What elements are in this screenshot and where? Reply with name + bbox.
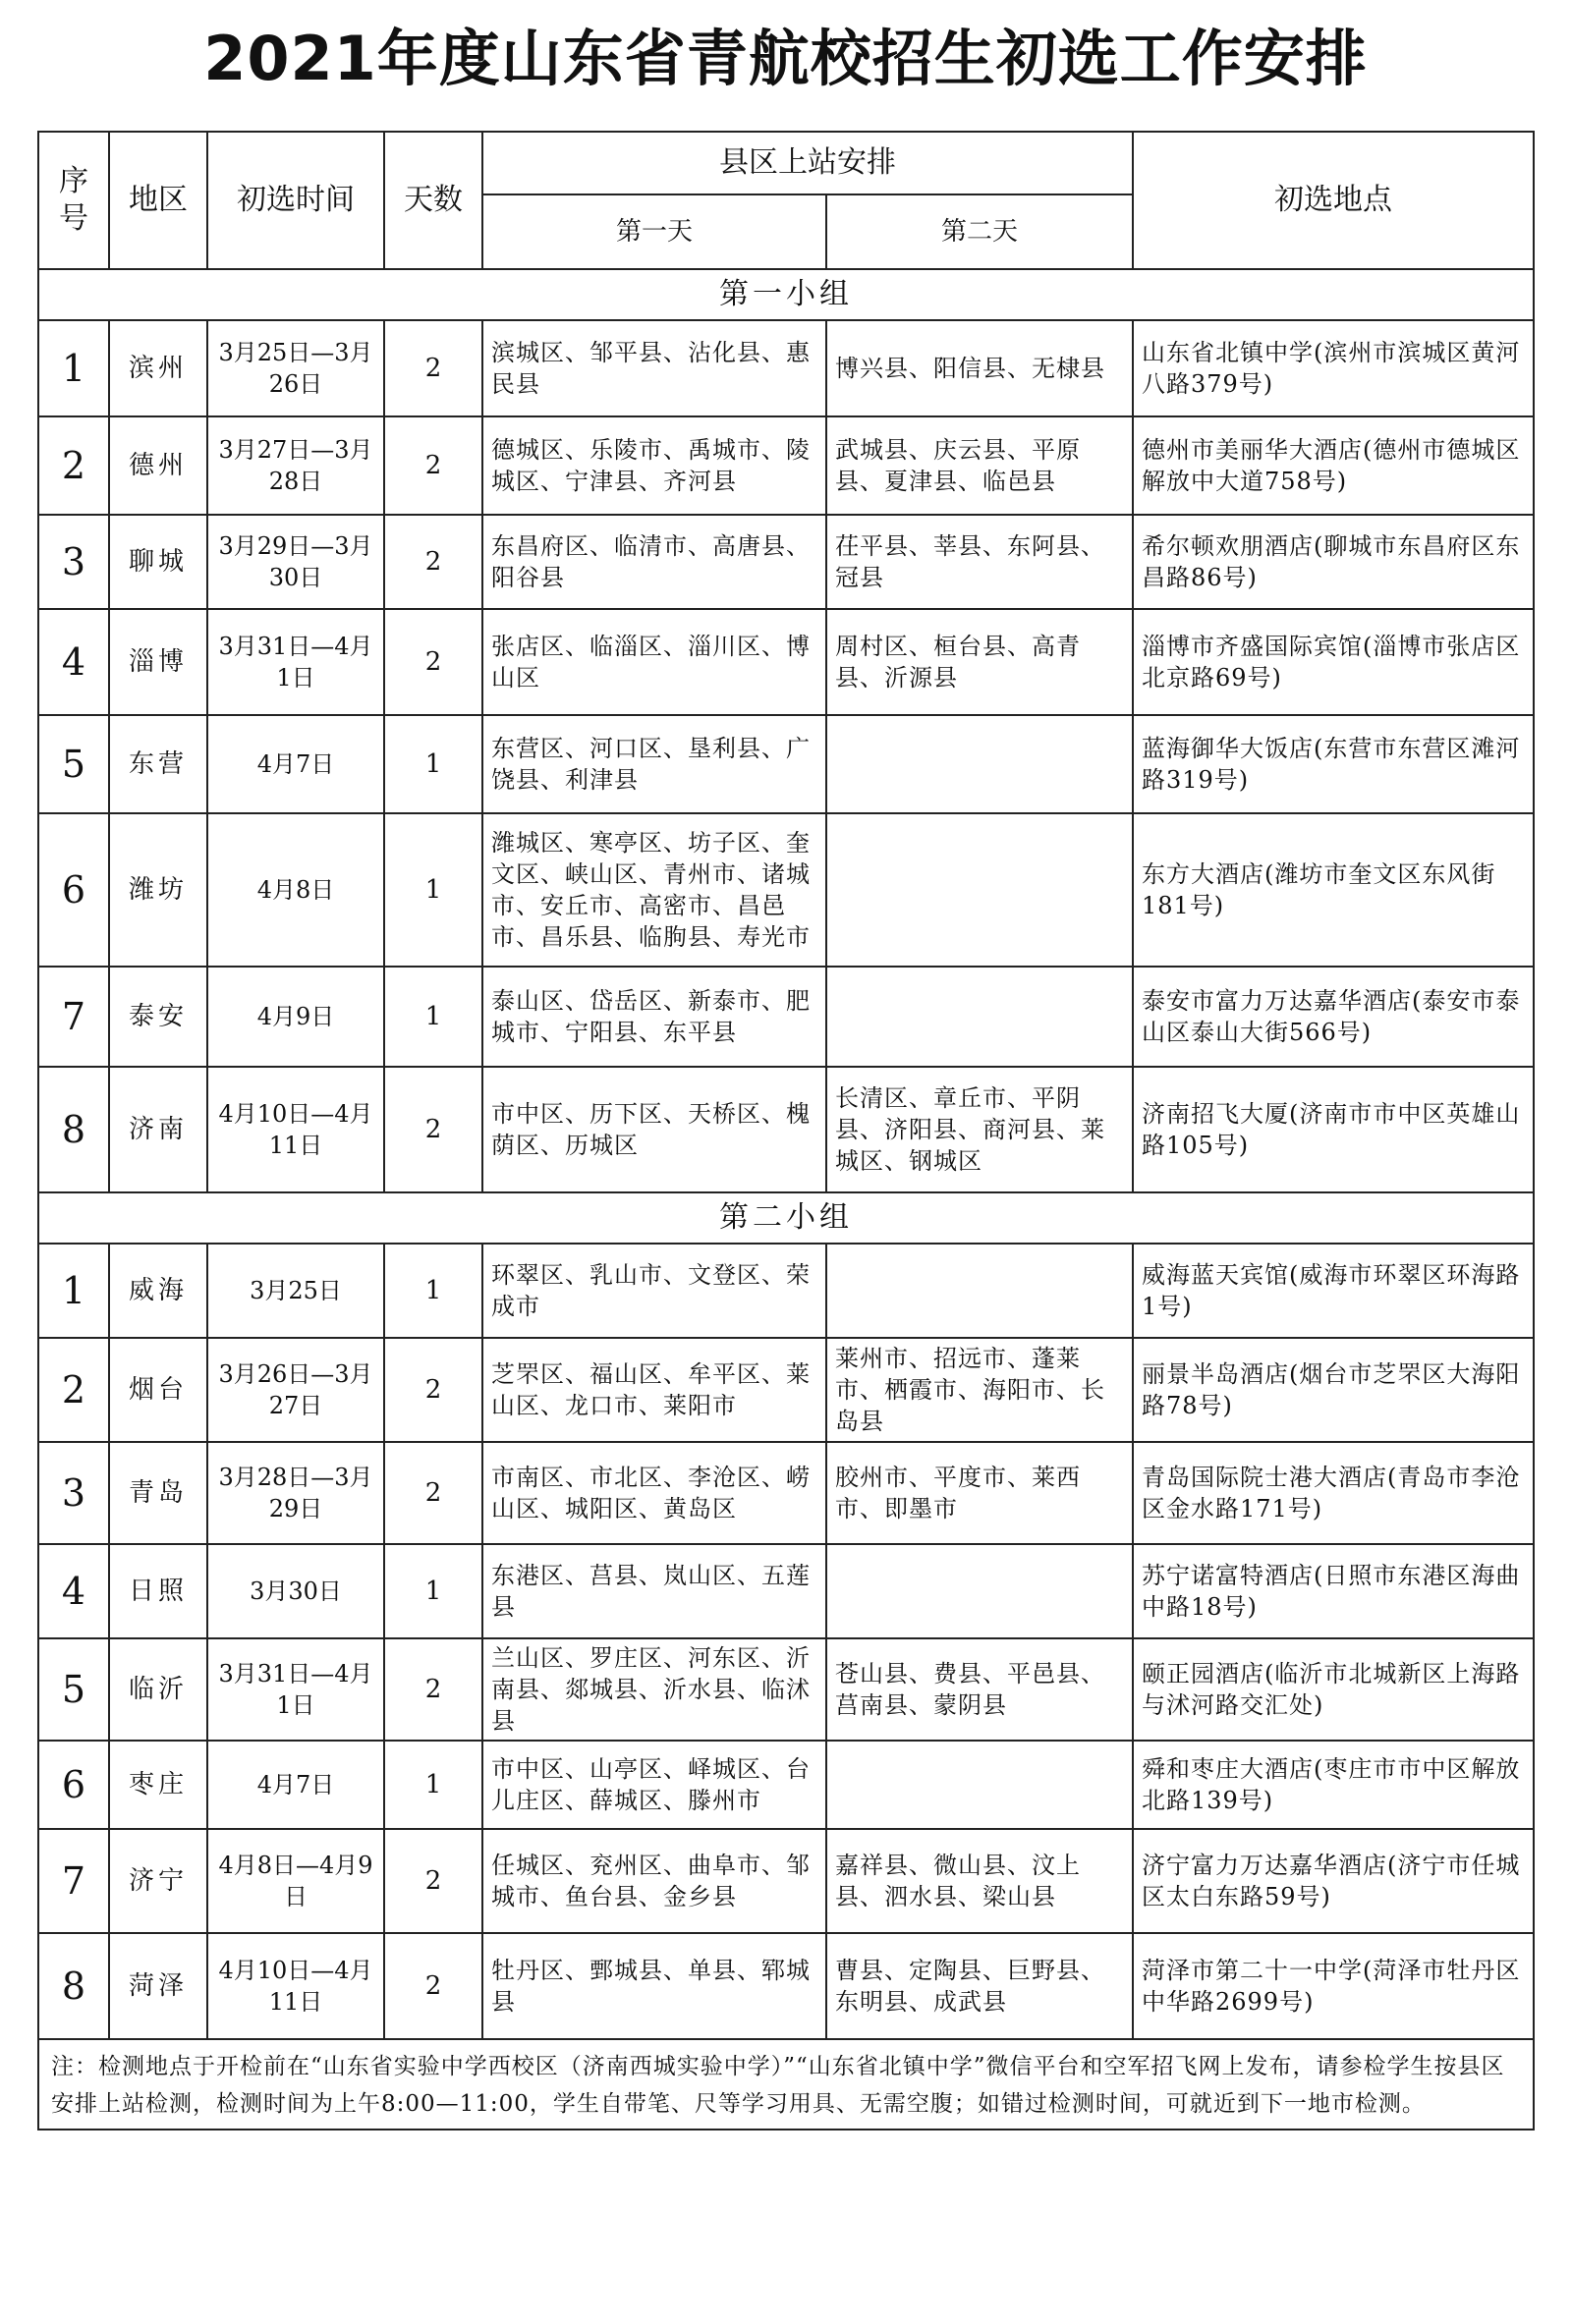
day2-stations-cell: 莱州市、招远市、蓬莱市、栖霞市、海阳市、长岛县 xyxy=(826,1338,1133,1442)
day2-stations-cell xyxy=(826,715,1133,813)
header-row-1 xyxy=(38,132,1534,194)
location-cell: 山东省北镇中学(滨州市滨城区黄河八路379号) xyxy=(1133,320,1534,416)
header-time: 初选时间 xyxy=(207,132,384,269)
day2-stations-cell xyxy=(826,1544,1133,1638)
days-cell: 1 xyxy=(384,813,482,967)
day2-stations-cell: 曹县、定陶县、巨野县、东明县、成武县 xyxy=(826,1933,1133,2039)
day2-stations-cell xyxy=(826,813,1133,967)
day2-stations-cell: 茌平县、莘县、东阿县、冠县 xyxy=(826,515,1133,609)
location-cell: 蓝海御华大饭店(东营市东营区滩河路319号) xyxy=(1133,715,1534,813)
table-row xyxy=(38,1741,1534,1829)
day1-stations-cell: 市中区、历下区、天桥区、槐荫区、历城区 xyxy=(482,1067,826,1192)
header-days: 天数 xyxy=(384,132,482,269)
time-cell: 3月29日—3月30日 xyxy=(207,515,384,609)
table-row xyxy=(38,1244,1534,1338)
region-cell: 淄博 xyxy=(109,609,207,715)
days-cell: 2 xyxy=(384,515,482,609)
table-row xyxy=(38,715,1534,813)
region-cell: 东营 xyxy=(109,715,207,813)
row-index: 6 xyxy=(38,1741,109,1829)
day1-stations-cell: 潍城区、寒亭区、坊子区、奎文区、峡山区、青州市、诸城市、安丘市、高密市、昌邑市、昌乐县、临朐县、寿光市 xyxy=(482,813,826,967)
header-index: 序号 xyxy=(38,132,109,269)
time-cell: 3月30日 xyxy=(207,1544,384,1638)
row-index: 1 xyxy=(38,1244,109,1338)
time-cell: 4月7日 xyxy=(207,1741,384,1829)
row-index: 1 xyxy=(38,320,109,416)
location-cell: 东方大酒店(潍坊市奎文区东风街181号) xyxy=(1133,813,1534,967)
schedule-table xyxy=(37,131,1535,2130)
region-cell: 济宁 xyxy=(109,1829,207,1933)
time-cell: 3月31日—4月1日 xyxy=(207,1638,384,1741)
group-title: 第一小组 xyxy=(38,269,1534,320)
header-stations: 县区上站安排 xyxy=(482,132,1133,194)
day2-stations-cell: 苍山县、费县、平邑县、莒南县、蒙阴县 xyxy=(826,1638,1133,1741)
day1-stations-cell: 德城区、乐陵市、禹城市、陵城区、宁津县、齐河县 xyxy=(482,416,826,515)
region-cell: 德州 xyxy=(109,416,207,515)
table-row xyxy=(38,416,1534,515)
location-cell: 颐正园酒店(临沂市北城新区上海路与沭河路交汇处) xyxy=(1133,1638,1534,1741)
table-row xyxy=(38,813,1534,967)
region-cell: 泰安 xyxy=(109,967,207,1067)
location-cell: 德州市美丽华大酒店(德州市德城区解放中大道758号) xyxy=(1133,416,1534,515)
time-cell: 4月10日—4月11日 xyxy=(207,1933,384,2039)
days-cell: 2 xyxy=(384,1067,482,1192)
time-cell: 3月28日—3月29日 xyxy=(207,1442,384,1544)
time-cell: 4月8日—4月9日 xyxy=(207,1829,384,1933)
day1-stations-cell: 滨城区、邹平县、沾化县、惠民县 xyxy=(482,320,826,416)
region-cell: 威海 xyxy=(109,1244,207,1338)
days-cell: 2 xyxy=(384,609,482,715)
table-row xyxy=(38,1338,1534,1442)
table-row xyxy=(38,1067,1534,1192)
location-cell: 泰安市富力万达嘉华酒店(泰安市泰山区泰山大街566号) xyxy=(1133,967,1534,1067)
days-cell: 2 xyxy=(384,1338,482,1442)
days-cell: 2 xyxy=(384,416,482,515)
day2-stations-cell: 博兴县、阳信县、无棣县 xyxy=(826,320,1133,416)
day1-stations-cell: 兰山区、罗庄区、河东区、沂南县、郯城县、沂水县、临沭县 xyxy=(482,1638,826,1741)
days-cell: 2 xyxy=(384,1829,482,1933)
region-cell: 聊城 xyxy=(109,515,207,609)
time-cell: 4月8日 xyxy=(207,813,384,967)
day1-stations-cell: 环翠区、乳山市、文登区、荣成市 xyxy=(482,1244,826,1338)
table-row xyxy=(38,609,1534,715)
days-cell: 2 xyxy=(384,1442,482,1544)
header-location: 初选地点 xyxy=(1133,132,1534,269)
time-cell: 3月26日—3月27日 xyxy=(207,1338,384,1442)
days-cell: 2 xyxy=(384,320,482,416)
region-cell: 日照 xyxy=(109,1544,207,1638)
location-cell: 丽景半岛酒店(烟台市芝罘区大海阳路78号) xyxy=(1133,1338,1534,1442)
table-row xyxy=(38,515,1534,609)
time-cell: 3月25日—3月26日 xyxy=(207,320,384,416)
row-index: 4 xyxy=(38,609,109,715)
day1-stations-cell: 牡丹区、鄄城县、单县、郓城县 xyxy=(482,1933,826,2039)
row-index: 3 xyxy=(38,1442,109,1544)
table-row xyxy=(38,1638,1534,1741)
row-index: 5 xyxy=(38,715,109,813)
region-cell: 菏泽 xyxy=(109,1933,207,2039)
schedule-body xyxy=(38,269,1534,2130)
day1-stations-cell: 东港区、莒县、岚山区、五莲县 xyxy=(482,1544,826,1638)
header-day2: 第二天 xyxy=(826,194,1133,269)
time-cell: 4月10日—4月11日 xyxy=(207,1067,384,1192)
day2-stations-cell xyxy=(826,1741,1133,1829)
time-cell: 4月9日 xyxy=(207,967,384,1067)
row-index: 4 xyxy=(38,1544,109,1638)
day2-stations-cell: 武城县、庆云县、平原县、夏津县、临邑县 xyxy=(826,416,1133,515)
table-row xyxy=(38,1544,1534,1638)
location-cell: 苏宁诺富特酒店(日照市东港区海曲中路18号) xyxy=(1133,1544,1534,1638)
day2-stations-cell xyxy=(826,967,1133,1067)
day1-stations-cell: 东营区、河口区、垦利县、广饶县、利津县 xyxy=(482,715,826,813)
time-cell: 3月31日—4月1日 xyxy=(207,609,384,715)
group-title: 第二小组 xyxy=(38,1192,1534,1244)
location-cell: 舜和枣庄大酒店(枣庄市市中区解放北路139号) xyxy=(1133,1741,1534,1829)
row-index: 7 xyxy=(38,1829,109,1933)
region-cell: 潍坊 xyxy=(109,813,207,967)
table-row xyxy=(38,967,1534,1067)
time-cell: 4月7日 xyxy=(207,715,384,813)
day1-stations-cell: 泰山区、岱岳区、新泰市、肥城市、宁阳县、东平县 xyxy=(482,967,826,1067)
day2-stations-cell xyxy=(826,1244,1133,1338)
days-cell: 1 xyxy=(384,715,482,813)
row-index: 5 xyxy=(38,1638,109,1741)
schedule-table-container xyxy=(37,131,1533,2130)
day1-stations-cell: 任城区、兖州区、曲阜市、邹城市、鱼台县、金乡县 xyxy=(482,1829,826,1933)
group-header-row xyxy=(38,1192,1534,1244)
table-row xyxy=(38,320,1534,416)
table-row xyxy=(38,1442,1534,1544)
day2-stations-cell: 嘉祥县、微山县、汶上县、泗水县、梁山县 xyxy=(826,1829,1133,1933)
header-day1: 第一天 xyxy=(482,194,826,269)
time-cell: 3月25日 xyxy=(207,1244,384,1338)
row-index: 6 xyxy=(38,813,109,967)
day1-stations-cell: 张店区、临淄区、淄川区、博山区 xyxy=(482,609,826,715)
region-cell: 烟台 xyxy=(109,1338,207,1442)
header-region: 地区 xyxy=(109,132,207,269)
day1-stations-cell: 东昌府区、临清市、高唐县、阳谷县 xyxy=(482,515,826,609)
region-cell: 枣庄 xyxy=(109,1741,207,1829)
note-row xyxy=(38,2039,1534,2130)
day2-stations-cell: 周村区、桓台县、高青县、沂源县 xyxy=(826,609,1133,715)
row-index: 3 xyxy=(38,515,109,609)
table-row xyxy=(38,1933,1534,2039)
day2-stations-cell: 胶州市、平度市、莱西市、即墨市 xyxy=(826,1442,1133,1544)
day1-stations-cell: 市中区、山亭区、峄城区、台儿庄区、薛城区、滕州市 xyxy=(482,1741,826,1829)
note-text: 注：检测地点于开检前在“山东省实验中学西校区（济南西城实验中学）”“山东省北镇中学”微信平台和空军招飞网上发布，请参检学生按县区安排上站检测，检测时间为上午8:00—11:00，学生自带笔、尺等学习用具、无需空腹；如错过检测时间，可就近到下一地市检测。 xyxy=(38,2039,1534,2130)
row-index: 7 xyxy=(38,967,109,1067)
day1-stations-cell: 芝罘区、福山区、牟平区、莱山区、龙口市、莱阳市 xyxy=(482,1338,826,1442)
region-cell: 济南 xyxy=(109,1067,207,1192)
region-cell: 青岛 xyxy=(109,1442,207,1544)
region-cell: 滨州 xyxy=(109,320,207,416)
location-cell: 青岛国际院士港大酒店(青岛市李沧区金水路171号) xyxy=(1133,1442,1534,1544)
days-cell: 2 xyxy=(384,1933,482,2039)
location-cell: 济宁富力万达嘉华酒店(济宁市任城区太白东路59号) xyxy=(1133,1829,1534,1933)
location-cell: 威海蓝天宾馆(威海市环翠区环海路1号) xyxy=(1133,1244,1534,1338)
day2-stations-cell: 长清区、章丘市、平阴县、济阳县、商河县、莱城区、钢城区 xyxy=(826,1067,1133,1192)
days-cell: 1 xyxy=(384,1244,482,1338)
days-cell: 1 xyxy=(384,1544,482,1638)
location-cell: 淄博市齐盛国际宾馆(淄博市张店区北京路69号) xyxy=(1133,609,1534,715)
table-row xyxy=(38,1829,1534,1933)
time-cell: 3月27日—3月28日 xyxy=(207,416,384,515)
region-cell: 临沂 xyxy=(109,1638,207,1741)
row-index: 2 xyxy=(38,1338,109,1442)
days-cell: 1 xyxy=(384,1741,482,1829)
row-index: 2 xyxy=(38,416,109,515)
day1-stations-cell: 市南区、市北区、李沧区、崂山区、城阳区、黄岛区 xyxy=(482,1442,826,1544)
row-index: 8 xyxy=(38,1933,109,2039)
group-header-row xyxy=(38,269,1534,320)
location-cell: 菏泽市第二十一中学(菏泽市牡丹区中华路2699号) xyxy=(1133,1933,1534,2039)
row-index: 8 xyxy=(38,1067,109,1192)
days-cell: 1 xyxy=(384,967,482,1067)
location-cell: 济南招飞大厦(济南市市中区英雄山路105号) xyxy=(1133,1067,1534,1192)
days-cell: 2 xyxy=(384,1638,482,1741)
location-cell: 希尔顿欢朋酒店(聊城市东昌府区东昌路86号) xyxy=(1133,515,1534,609)
page-title: 2021年度山东省青航校招生初选工作安排 xyxy=(203,23,1368,94)
